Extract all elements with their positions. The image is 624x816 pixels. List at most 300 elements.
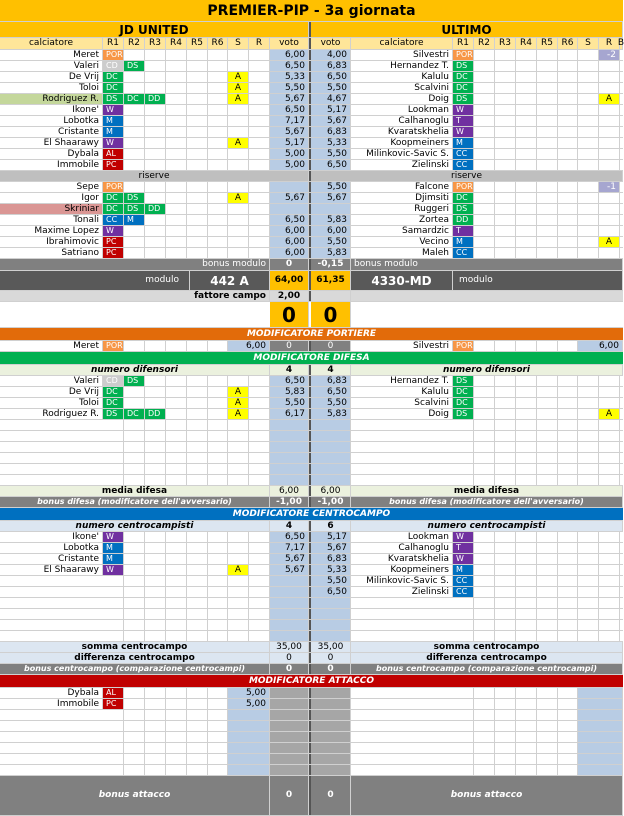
grid-cell (474, 50, 495, 60)
grid-cell (474, 576, 495, 586)
player-row (0, 387, 623, 398)
grid-cell (145, 215, 166, 225)
grid-cell (208, 160, 228, 170)
grid-cell (558, 398, 578, 408)
away-player-vote: 5,17 (311, 532, 351, 542)
grid-cell (453, 721, 474, 731)
grid-cell (516, 532, 537, 542)
grid-cell (578, 398, 599, 408)
home-player-name: Satriano (0, 248, 103, 258)
grid-cell (228, 149, 249, 159)
grid-cell (166, 204, 187, 214)
role-badge: M (103, 127, 124, 137)
grid-cell (187, 420, 208, 430)
grid-cell (166, 105, 187, 115)
role-badge: DD (145, 204, 166, 214)
grid-cell (228, 576, 249, 586)
grid-cell (249, 631, 270, 641)
home-player-name: Immobile (0, 160, 103, 170)
grid-cell (249, 464, 270, 474)
grid-cell (516, 50, 537, 60)
grid-cell (453, 732, 474, 742)
grid-cell (166, 442, 187, 452)
role-badge: POR (453, 341, 474, 351)
grid-cell (228, 376, 249, 386)
grid-cell (249, 50, 270, 60)
player-row (0, 376, 623, 387)
grid-cell (495, 754, 516, 764)
grid-cell (495, 387, 516, 397)
home-player-name: Lobotka (0, 116, 103, 126)
player-row (0, 464, 623, 475)
grid-cell (228, 554, 249, 564)
grid-cell (474, 710, 495, 720)
grid-cell (145, 543, 166, 553)
grid-cell (249, 138, 270, 148)
grid-cell (558, 543, 578, 553)
grid-cell (249, 420, 270, 430)
grid-cell (249, 83, 270, 93)
grid-cell (516, 226, 537, 236)
grid-cell (516, 116, 537, 126)
grid-cell (537, 453, 558, 463)
away-bonus-attacco-label: bonus attacco (351, 776, 623, 815)
grid-cell (187, 215, 208, 225)
grid-cell (145, 688, 166, 698)
column-divider (309, 387, 311, 397)
grid-cell (474, 453, 495, 463)
grid-cell (537, 127, 558, 137)
away-player-vote: 5,33 (311, 565, 351, 575)
grid-cell (249, 475, 270, 485)
role-badge: T (453, 543, 474, 553)
column-divider (309, 83, 311, 93)
grid-cell (249, 226, 270, 236)
player-row (0, 149, 623, 160)
column-divider (309, 743, 311, 753)
grid-cell (208, 248, 228, 258)
grid-cell (537, 50, 558, 60)
grid-cell (249, 160, 270, 170)
grid-cell (516, 127, 537, 137)
home-player-vote: 6,00 (270, 248, 309, 258)
away-player-name: Koopmeiners (351, 565, 453, 575)
grid-cell (537, 721, 558, 731)
grid-cell (599, 105, 620, 115)
grid-cell (166, 453, 187, 463)
grid-cell (537, 754, 558, 764)
role-badge: W (103, 105, 124, 115)
away-modulo-label: modulo (453, 271, 623, 290)
grid-cell (495, 237, 516, 247)
grid-cell (145, 105, 166, 115)
grid-cell (103, 464, 124, 474)
home-attacker-name: Immobile (0, 699, 103, 709)
page-title: PREMIER-PIP - 3a giornata (207, 2, 416, 19)
grid-cell (474, 61, 495, 71)
attacco-row (0, 721, 623, 732)
grid-cell (249, 431, 270, 441)
role-badge: CD (103, 61, 124, 71)
grid-cell (228, 160, 249, 170)
grid-cell (166, 710, 187, 720)
player-row (0, 127, 623, 138)
grid-cell (124, 743, 145, 753)
column-divider (309, 271, 311, 290)
grid-cell (537, 565, 558, 575)
grid-cell (474, 149, 495, 159)
home-diff-label: differenza centrocampo (0, 653, 270, 663)
grid-cell (187, 50, 208, 60)
grid-cell (208, 620, 228, 630)
grid-cell (599, 554, 620, 564)
grid-cell (537, 409, 558, 419)
grid-cell (578, 83, 599, 93)
away-vote-empty (311, 609, 351, 619)
grid-cell (578, 598, 599, 608)
away-player-name: Zielinski (351, 160, 453, 170)
grid-cell (124, 721, 145, 731)
away-player-name: Kvaratskhelia (351, 127, 453, 137)
home-midfielder-count: 4 (270, 521, 309, 531)
home-player-vote: 5,50 (270, 83, 309, 93)
player-row (0, 138, 623, 149)
grid-cell (516, 543, 537, 553)
grid-cell (166, 341, 187, 351)
grid-cell (599, 116, 620, 126)
grid-cell (208, 50, 228, 60)
grid-cell (495, 442, 516, 452)
grid-cell (124, 398, 145, 408)
home-goalkeeper-vote: 6,00 (228, 341, 270, 351)
grid-cell (208, 765, 228, 775)
player-column-header: calciatore (351, 38, 453, 49)
grid-cell (516, 631, 537, 641)
role-badge: CC (103, 215, 124, 225)
home-bonus-attacco-label: bonus attacco (0, 776, 270, 815)
grid-cell (187, 149, 208, 159)
grid-cell (516, 431, 537, 441)
grid-cell (166, 743, 187, 753)
grid-cell (453, 620, 474, 630)
grid-cell (578, 72, 599, 82)
team-header-row (0, 22, 623, 38)
home-player-vote: 5,50 (270, 398, 309, 408)
grid-cell (558, 226, 578, 236)
grid-cell (249, 543, 270, 553)
away-bonus-cc-label: bonus centrocampo (comparazione centrocampi) (351, 664, 623, 674)
column-divider (309, 464, 311, 474)
away-total: 61,35 (311, 271, 351, 290)
differenza-centrocampo-row (0, 653, 623, 664)
s-column-header: S (228, 38, 249, 49)
grid-cell (166, 376, 187, 386)
grid-cell (453, 609, 474, 619)
home-formation: 442 A (190, 271, 270, 290)
home-player-name: Maxime Lopez (0, 226, 103, 236)
home-player-name: Toloi (0, 83, 103, 93)
grid-cell (516, 576, 537, 586)
grid-cell (537, 160, 558, 170)
grid-cell (516, 565, 537, 575)
grid-cell (474, 116, 495, 126)
home-player-vote (270, 204, 309, 214)
column-divider (309, 521, 311, 531)
grid-cell (124, 182, 145, 192)
grid-cell (124, 699, 145, 709)
grid-cell (124, 72, 145, 82)
grid-cell (187, 409, 208, 419)
home-player-vote: 6,50 (270, 61, 309, 71)
player-row (0, 631, 623, 642)
grid-cell (208, 732, 228, 742)
column-divider (309, 543, 311, 553)
grid-cell (208, 754, 228, 764)
away-vote-empty (311, 442, 351, 452)
grid-cell (495, 83, 516, 93)
home-player-name: Ikone' (0, 532, 103, 542)
grid-cell (453, 442, 474, 452)
grid-cell (516, 94, 537, 104)
away-player-name: Falcone (351, 182, 453, 192)
home-player-vote: 7,17 (270, 543, 309, 553)
away-vote-empty (311, 475, 351, 485)
grid-cell (124, 565, 145, 575)
grid-cell (578, 61, 599, 71)
grid-cell (495, 248, 516, 258)
player-row (0, 453, 623, 464)
grid-cell (495, 204, 516, 214)
home-player-name: Dybala (0, 149, 103, 159)
grid-cell (537, 598, 558, 608)
grid-cell (474, 475, 495, 485)
grid-cell (187, 442, 208, 452)
grid-cell (578, 464, 599, 474)
role-badge: DC (124, 94, 145, 104)
away-player-vote: 5,33 (311, 138, 351, 148)
away-vote-empty (311, 598, 351, 608)
grid-cell (474, 387, 495, 397)
grid-cell (453, 699, 474, 709)
away-player-name: Silvestri (351, 50, 453, 60)
grid-cell (208, 576, 228, 586)
away-player-vote: 4,67 (311, 94, 351, 104)
grid-cell (558, 464, 578, 474)
away-player-vote (311, 204, 351, 214)
attacco-mod-cell (311, 699, 351, 709)
away-midfielder-count: 6 (311, 521, 351, 531)
role-badge: CD (103, 376, 124, 386)
grid-cell (145, 442, 166, 452)
column-divider (309, 431, 311, 441)
grid-cell (495, 94, 516, 104)
grid-cell (228, 50, 249, 60)
away-player-vote: 5,50 (311, 237, 351, 247)
grid-cell (599, 620, 620, 630)
grid-cell (558, 376, 578, 386)
grid-cell (103, 598, 124, 608)
home-attacker-name: Dybala (0, 688, 103, 698)
grid-cell (166, 565, 187, 575)
home-score: 0 (270, 302, 309, 327)
player-row (0, 83, 623, 94)
grid-cell (208, 699, 228, 709)
grid-cell (166, 688, 187, 698)
home-player-vote: 6,00 (270, 237, 309, 247)
grid-cell (495, 475, 516, 485)
role-badge: DS (124, 204, 145, 214)
grid-cell (166, 193, 187, 203)
grid-cell (578, 204, 599, 214)
role-badge: W (453, 127, 474, 137)
column-divider (309, 620, 311, 630)
grid-cell (599, 204, 620, 214)
grid-cell (145, 72, 166, 82)
role-badge: W (453, 554, 474, 564)
grid-cell (474, 83, 495, 93)
grid-cell (558, 620, 578, 630)
grid-cell (558, 83, 578, 93)
role-badge: T (453, 116, 474, 126)
away-formation: 4330-MD (351, 271, 453, 290)
grid-cell (145, 182, 166, 192)
difesa-banner (0, 352, 623, 365)
column-divider (309, 365, 311, 375)
grid-cell (208, 598, 228, 608)
grid-cell (208, 226, 228, 236)
grid-cell (558, 598, 578, 608)
home-player-name: De Vrij (0, 72, 103, 82)
grid-cell (537, 215, 558, 225)
grid-cell (495, 215, 516, 225)
grid-cell (495, 149, 516, 159)
grid-cell (166, 50, 187, 60)
role-badge: DS (453, 409, 474, 419)
grid-cell (516, 554, 537, 564)
role-badge: M (103, 543, 124, 553)
home-player-vote: 5,67 (270, 565, 309, 575)
grid-cell (578, 149, 599, 159)
r-column-header: R2 (474, 38, 495, 49)
grid-cell (145, 754, 166, 764)
grid-cell (578, 193, 599, 203)
home-vote-empty (270, 631, 309, 641)
grid-cell (599, 576, 620, 586)
grid-cell (187, 61, 208, 71)
grid-cell (145, 127, 166, 137)
grid-cell (228, 532, 249, 542)
grid-cell (249, 442, 270, 452)
role-badge: POR (453, 50, 474, 60)
grid-cell (145, 387, 166, 397)
grid-cell (228, 248, 249, 258)
grid-cell (537, 204, 558, 214)
grid-cell (228, 237, 249, 247)
grid-cell (474, 598, 495, 608)
home-player-name: Toloi (0, 398, 103, 408)
grid-cell (474, 237, 495, 247)
status-badge: A (228, 398, 249, 408)
grid-cell (558, 431, 578, 441)
home-player-name: Cristante (0, 127, 103, 137)
grid-cell (558, 237, 578, 247)
grid-cell (474, 754, 495, 764)
grid-cell (145, 699, 166, 709)
grid-cell (187, 587, 208, 597)
status-badge: A (228, 565, 249, 575)
rr-column-header: R (249, 38, 270, 49)
empty-vote-cell (578, 754, 623, 764)
grid-cell (166, 237, 187, 247)
vote-column-header: voto (311, 38, 351, 49)
role-badge: M (453, 565, 474, 575)
empty-vote-cell (578, 721, 623, 731)
grid-cell (208, 72, 228, 82)
grid-cell (599, 532, 620, 542)
grid-cell (103, 576, 124, 586)
grid-cell (187, 138, 208, 148)
grid-cell (474, 204, 495, 214)
grid-cell (208, 83, 228, 93)
column-divider (309, 226, 311, 236)
away-defender-count: 4 (311, 365, 351, 375)
grid-cell (166, 94, 187, 104)
grid-cell (124, 160, 145, 170)
home-reserves-label: riserve (0, 171, 309, 181)
column-divider (309, 341, 311, 351)
grid-cell (208, 182, 228, 192)
grid-cell (537, 710, 558, 720)
grid-cell (599, 464, 620, 474)
grid-cell (537, 576, 558, 586)
home-player-vote: 7,17 (270, 116, 309, 126)
away-player-vote: 6,83 (311, 554, 351, 564)
home-defender-count: 4 (270, 365, 309, 375)
grid-cell (537, 464, 558, 474)
column-divider (309, 554, 311, 564)
home-vote-empty (270, 431, 309, 441)
bonus-modulo-row (0, 259, 623, 271)
away-bonus-attacco: 0 (311, 776, 351, 815)
away-player-vote: 5,50 (311, 576, 351, 586)
grid-cell (228, 61, 249, 71)
grid-cell (599, 387, 620, 397)
grid-cell (474, 420, 495, 430)
grid-cell (228, 620, 249, 630)
role-badge: DD (145, 409, 166, 419)
grid-cell (166, 409, 187, 419)
grid-cell (537, 398, 558, 408)
grid-cell (166, 475, 187, 485)
column-divider (309, 598, 311, 608)
r-column-header: R5 (537, 38, 558, 49)
grid-cell (208, 475, 228, 485)
grid-cell (187, 83, 208, 93)
grid-cell (599, 160, 620, 170)
grid-cell (495, 226, 516, 236)
role-badge: M (124, 215, 145, 225)
grid-cell (537, 237, 558, 247)
grid-cell (599, 248, 620, 258)
grid-cell (208, 215, 228, 225)
player-row (0, 620, 623, 631)
home-player-name: Igor (0, 193, 103, 203)
grid-cell (208, 721, 228, 731)
away-goalkeeper-mod: 0 (311, 341, 351, 351)
grid-cell (187, 464, 208, 474)
grid-cell (187, 754, 208, 764)
empty-vote-cell (228, 754, 270, 764)
